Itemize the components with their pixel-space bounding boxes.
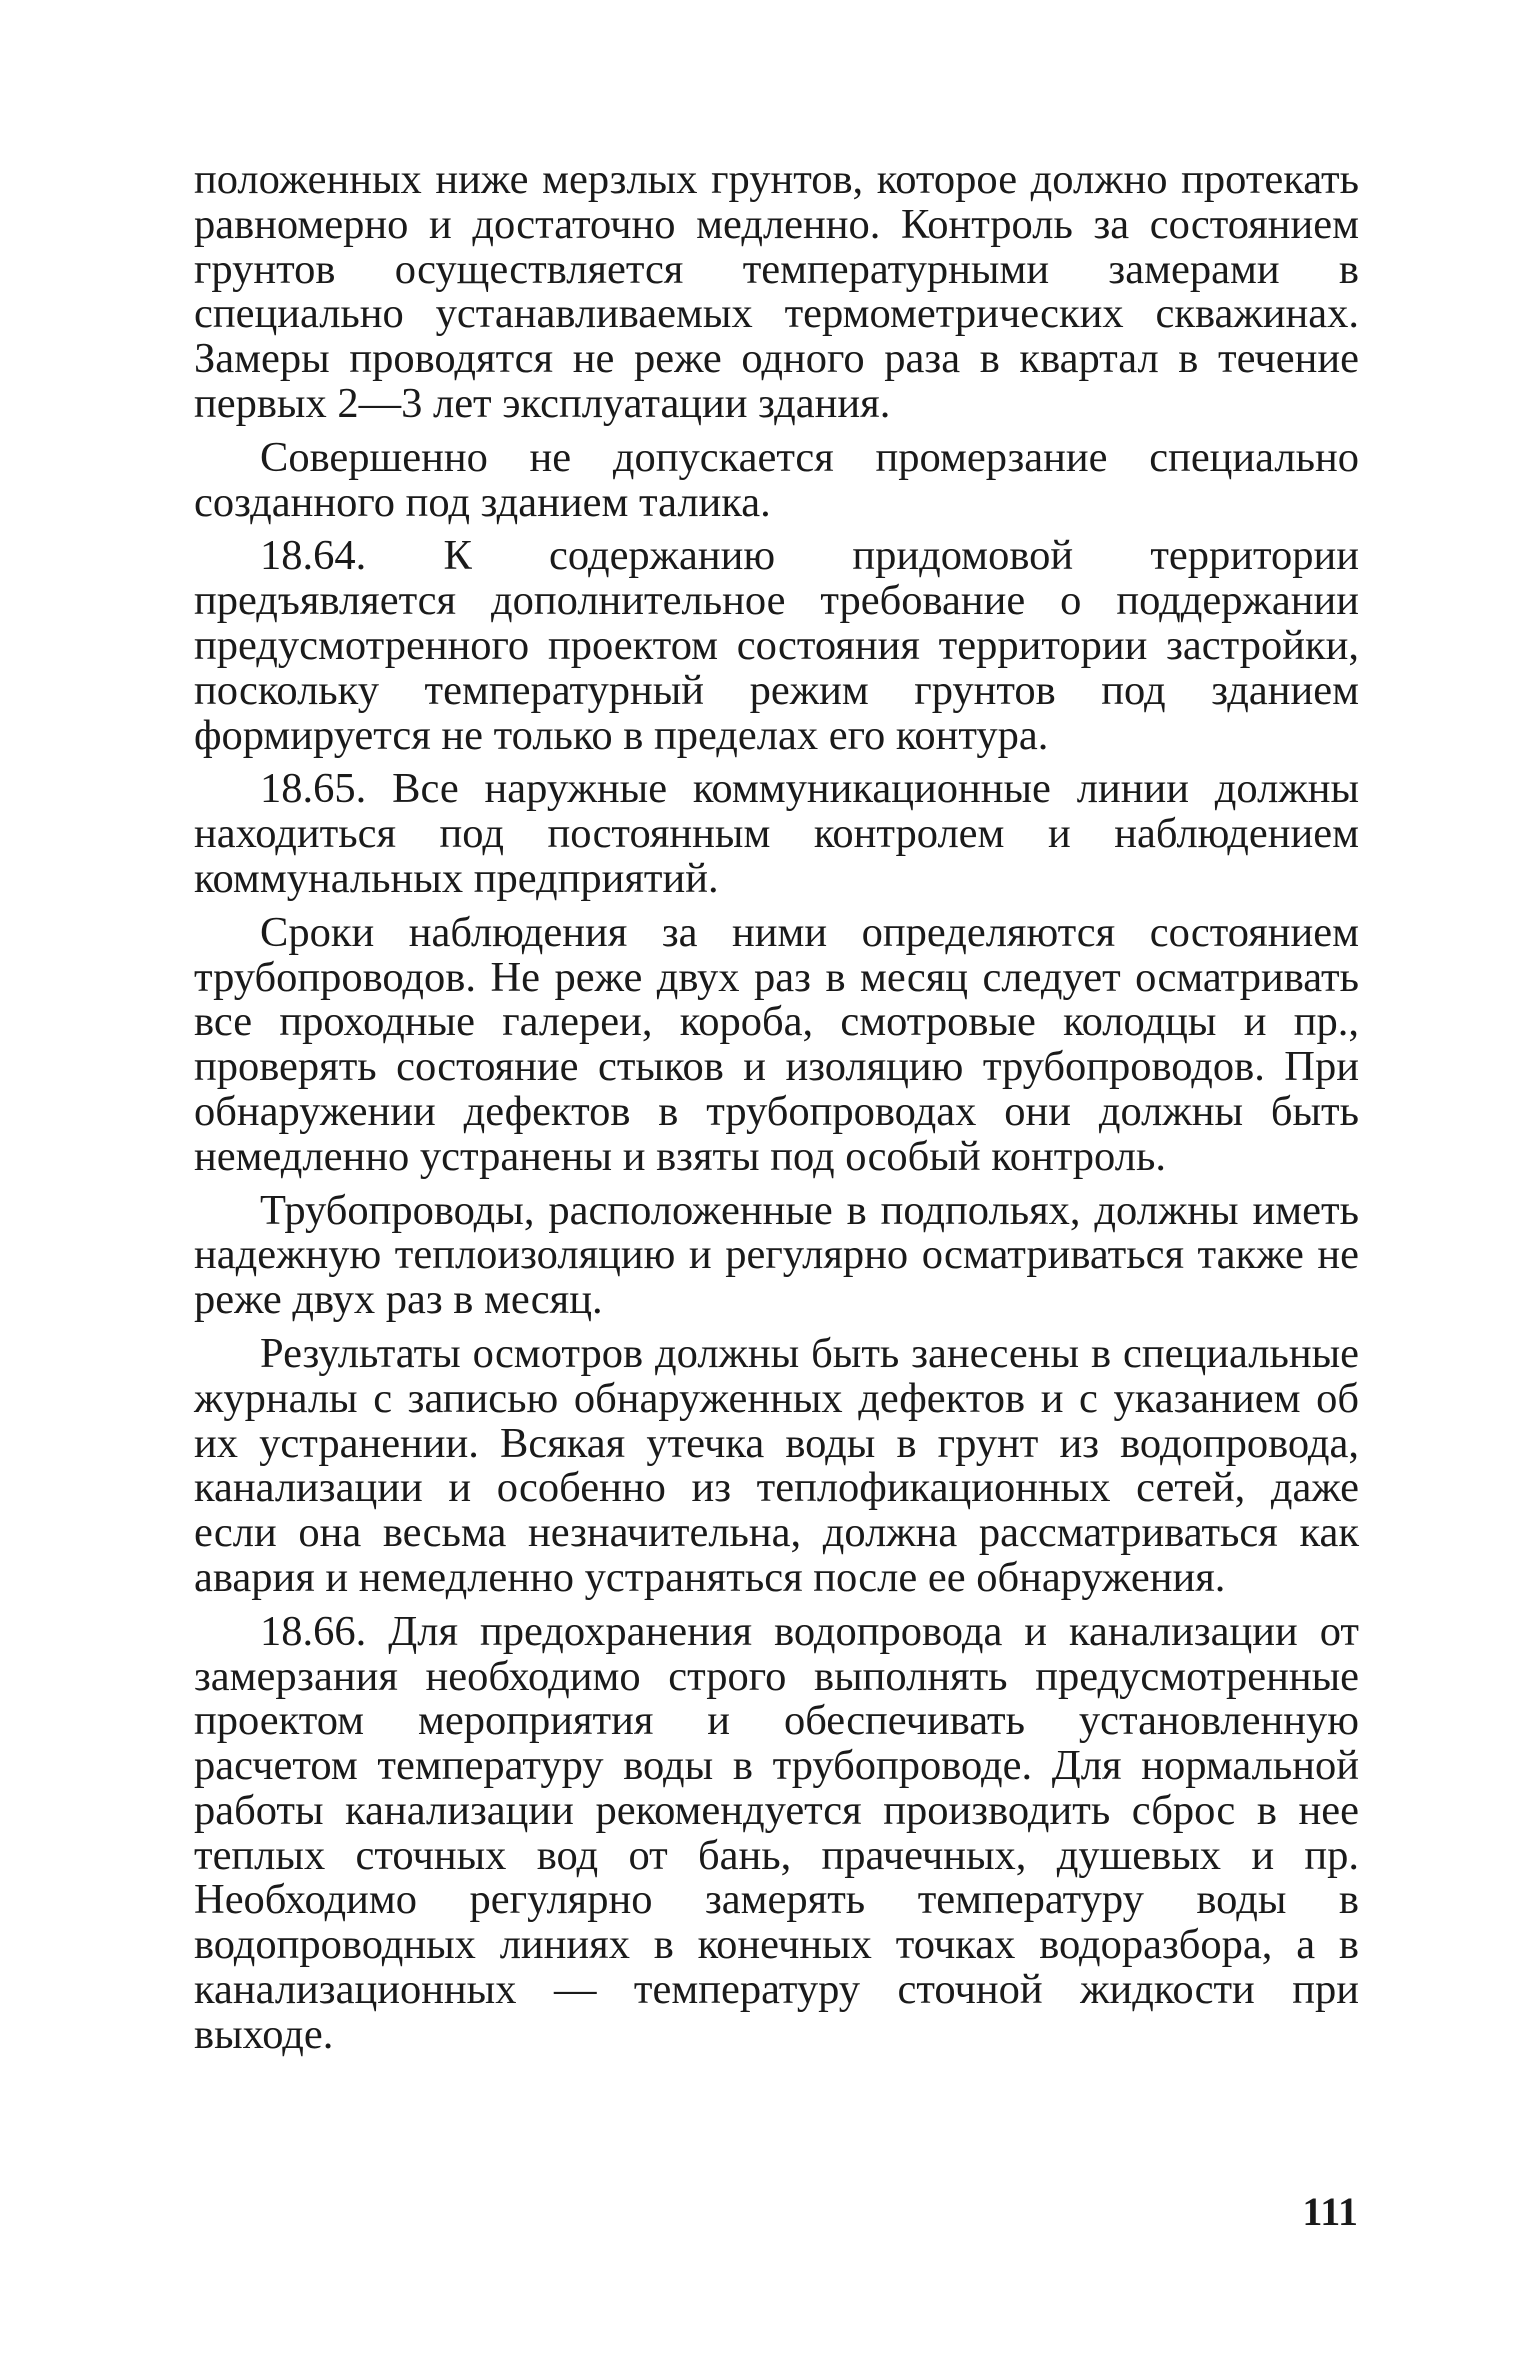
paragraph-inspection-terms: Сроки наблюдения за ними определяются состоянием трубопроводов. Не реже двух раз в месяц следует осматривать все проходные галереи, короба, смотровые колодцы и пр., проверять состояние стыков и изоляцию трубопроводов. При обнаружении дефектов в трубопроводах они должны быть немедленно устранены и взяты под особый контроль.	[194, 908, 1359, 1180]
paragraph-underfloor-pipes: Трубопроводы, расположенные в подпольях, должны иметь надежную теплоизоляцию и регулярно осматриваться также не реже двух раз в месяц.	[194, 1186, 1359, 1324]
paragraph-18-66: 18.66. Для предохранения водопровода и канализации от замерзания необходимо строго выполнять предусмотренные проектом мероприятия и обеспечивать установленную расчетом температуру воды в трубопроводе. Для нормальной работы канализации рекомендуется производить сброс в нее теплых сточных вод от бань, прачечных, душевых и пр. Необходимо регулярно замерять температуру воды в водопроводных линиях в конечных точках водоразбора, а в канализационных — температуру сточной жидкости при выходе.	[194, 1607, 1359, 2058]
page-body	[194, 158, 1359, 2067]
paragraph-continuation: положенных ниже мерзлых грунтов, которое должно протекать равномерно и достаточно медленно. Контроль за состоянием грунтов осуществляется температурными замерами в специально устанавливаемых термометрических скважинах. Замеры проводятся не реже одного раза в квартал в течение первых 2—3 лет эксплуатации здания.	[194, 156, 1359, 427]
page-number: 111	[1302, 2189, 1358, 2234]
paragraph-18-65: 18.65. Все наружные коммуникационные линии должны находиться под постоянным контролем и наблюдением коммунальных предприятий.	[194, 765, 1359, 902]
paragraph-18-64: 18.64. К содержанию придомовой территории предъявляется дополнительное требование о поддержании предусмотренного проектом состояния территории застройки, поскольку температурный режим грунтов под зданием формируется не только в пределах его контура.	[194, 532, 1359, 759]
paragraph-inspection-results: Результаты осмотров должны быть занесены в специальные журналы с записью обнаруженных дефектов и с указанием об их устранении. Всякая утечка воды в грунт из водопровода, канализации и особенно из теплофикационных сетей, даже если она весьма незначительна, должна рассматриваться как авария и немедленно устраняться после ее обнаружения.	[194, 1329, 1359, 1601]
paragraph-talik: Совершенно не допускается промерзание специально созданного под зданием талика.	[194, 433, 1359, 526]
